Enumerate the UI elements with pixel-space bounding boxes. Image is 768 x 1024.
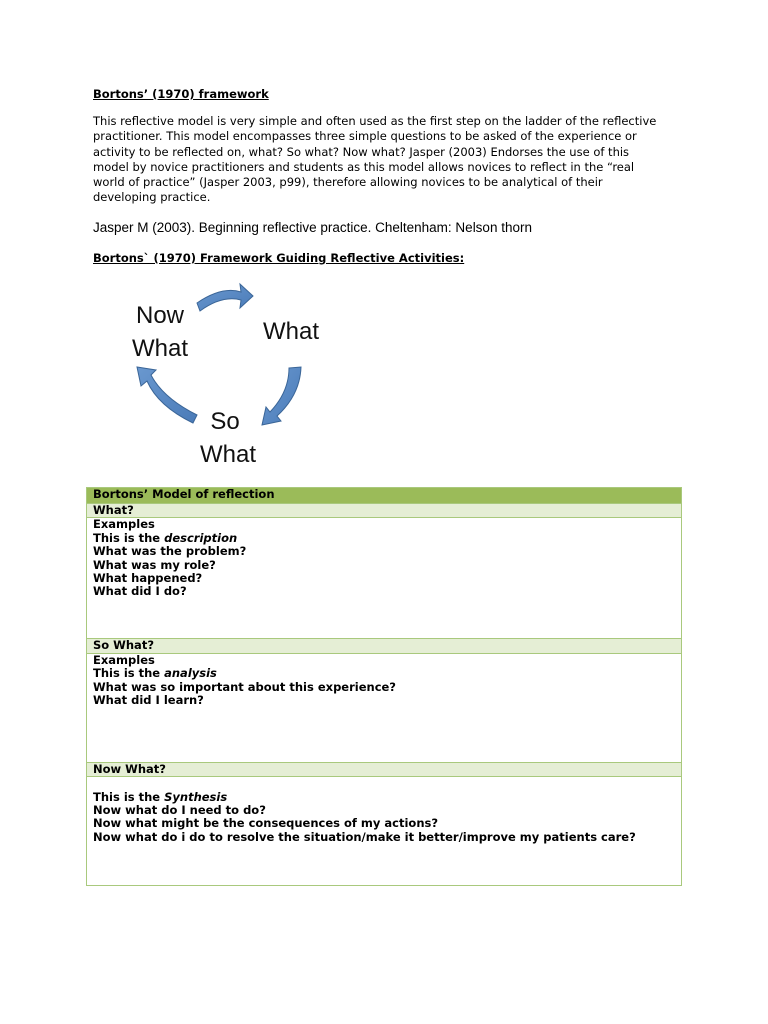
blank-line [93,777,675,790]
table-row [87,653,682,762]
question-line: What did I do? [93,584,187,599]
question-line: Now what might be the consequences of my actions? [93,816,439,831]
what-content [87,518,682,639]
examples-label: Examples [93,652,155,667]
question-line: What was so important about this experience? [93,679,396,694]
examples-label: Examples [93,517,155,532]
table-header-row [87,488,682,504]
table-row [87,762,682,776]
synthesis-term: Synthesis [164,789,228,804]
cycle-arrow-top [197,284,253,311]
so-what-content [87,653,682,762]
table-row [87,777,682,886]
question-line: What happened? [93,571,203,586]
cycle-label-what: What [262,318,320,345]
cycle-label-so-what: What [199,441,257,468]
cycle-label-now: Now [135,302,185,329]
question-line: Now what do i do to resolve the situation/make it better/improve my patients care? [93,829,636,844]
question-line: What was the problem? [93,544,247,559]
description-term: description [164,530,238,545]
so-what-label: So What? [87,639,682,653]
question-line: What was my role? [93,557,216,572]
reflective-cycle-diagram [100,278,360,473]
cycle-label-now-what: What [131,335,189,362]
what-label: What? [87,504,682,518]
paragraph-line: developing practice. [93,190,211,205]
paragraph-line: model by novice practitioners and students as this model allows novices to reflect in the “real [93,159,635,174]
page-title: Bortons’ (1970) framework [93,87,269,101]
description-prefix: This is the [93,530,165,545]
synthesis-line [93,791,675,804]
section-heading: Bortons` (1970) Framework Guiding Reflective Activities: [93,251,465,265]
description-line [93,532,675,545]
table-title: Bortons’ Model of reflection [87,488,682,504]
synthesis-prefix: This is the [93,789,165,804]
cycle-arrow-left [137,367,197,423]
table-row [87,518,682,639]
now-what-label: Now What? [87,762,682,776]
analysis-prefix: This is the [93,666,165,681]
table-row [87,639,682,653]
paragraph-line: world of practice” (Jasper 2003, p99), therefore allowing novices to be analytical of their [93,175,603,190]
intro-paragraph [93,114,683,206]
paragraph-line: This reflective model is very simple and often used as the first step on the ladder of the reflective [93,114,657,128]
paragraph-line: activity to be reflected on, what? So what? Now what? Jasper (2003) Endorses the use of this [93,144,630,159]
reference-citation: Jasper M (2003). Beginning reflective practice. Cheltenham: Nelson thorn [93,220,532,235]
question-line: What did I learn? [93,693,204,708]
analysis-line [93,667,675,680]
cycle-label-so: So [210,408,240,435]
now-what-content [87,777,682,886]
question-line: Now what do I need to do? [93,803,266,818]
analysis-term: analysis [164,666,217,681]
table-row [87,504,682,518]
paragraph-line: practitioner. This model encompasses three simple questions to be asked of the experience or [93,129,637,144]
cycle-arrow-right [262,367,301,425]
bortons-model-table [86,487,682,886]
